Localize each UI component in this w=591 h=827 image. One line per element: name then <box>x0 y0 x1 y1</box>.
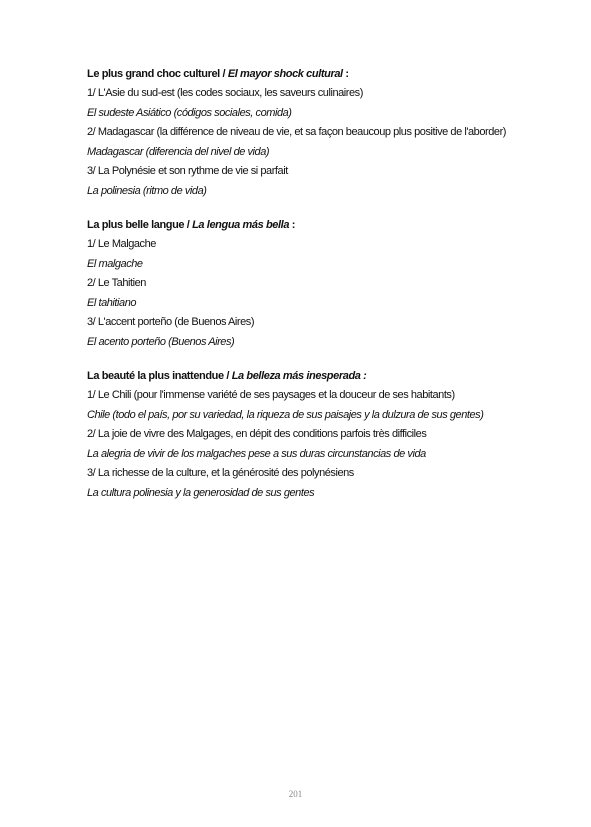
document-body <box>87 64 527 517</box>
list-item-french: 1/ L'Asie du sud-est (les codes sociaux, les saveurs culinaires) <box>87 87 363 99</box>
list-item-spanish: Madagascar (diferencia del nivel de vida) <box>87 145 270 158</box>
list-item-french: 1/ Le Malgache <box>87 238 156 250</box>
list-item-french: 2/ Le Tahitien <box>87 277 146 289</box>
list-item-french: 3/ La richesse de la culture, et la générosité des polynésiens <box>87 467 354 479</box>
list-item-french: 2/ La joie de vivre des Malgages, en dépit des conditions parfois très difficiles <box>87 428 427 440</box>
list-item-french: 3/ La Polynésie et son rythme de vie si parfait <box>87 165 288 177</box>
section-heading <box>87 64 527 84</box>
section-heading <box>87 366 527 386</box>
heading-french: Le plus grand choc culturel / <box>87 68 228 80</box>
list-item-spanish: Chile (todo el país, por su variedad, la riqueza de sus paisajes y la dulzura de sus gentes) <box>87 408 484 421</box>
heading-spanish: La lengua más bella <box>192 219 290 231</box>
heading-french: La plus belle langue / <box>87 219 193 231</box>
heading-spanish: La belleza más inesperada : <box>231 370 367 382</box>
heading-suffix: : <box>342 68 349 80</box>
list-item-french: 3/ L'accent porteño (de Buenos Aires) <box>87 316 255 328</box>
section-heading <box>87 215 527 235</box>
section-culture-shock <box>87 64 527 201</box>
section-unexpected-beauty <box>87 366 527 503</box>
list-item-spanish: El sudeste Asiático (códigos sociales, comida) <box>87 106 292 119</box>
list-item-spanish: La alegria de vivir de los malgaches pese a sus duras circunstancias de vida <box>87 447 426 460</box>
heading-spanish: El mayor shock cultural <box>227 68 343 80</box>
heading-french: La beauté la plus inattendue / <box>87 370 232 382</box>
section-beautiful-language <box>87 215 527 352</box>
list-item-spanish: La cultura polinesia y la generosidad de sus gentes <box>87 486 315 499</box>
list-item-french: 1/ Le Chili (pour l'immense variété de ses paysages et la douceur de ses habitants) <box>87 389 455 401</box>
heading-suffix: : <box>289 219 295 231</box>
list-item-spanish: El tahitiano <box>87 296 137 309</box>
list-item-spanish: La polinesia (ritmo de vida) <box>87 184 207 197</box>
list-item-french: 2/ Madagascar (la différence de niveau de vie, et sa façon beaucoup plus positive de l'aborder) <box>87 126 506 138</box>
list-item-spanish: El acento porteño (Buenos Aires) <box>87 335 235 348</box>
page-number: 201 <box>288 789 303 799</box>
list-item-spanish: El malgache <box>87 257 143 270</box>
